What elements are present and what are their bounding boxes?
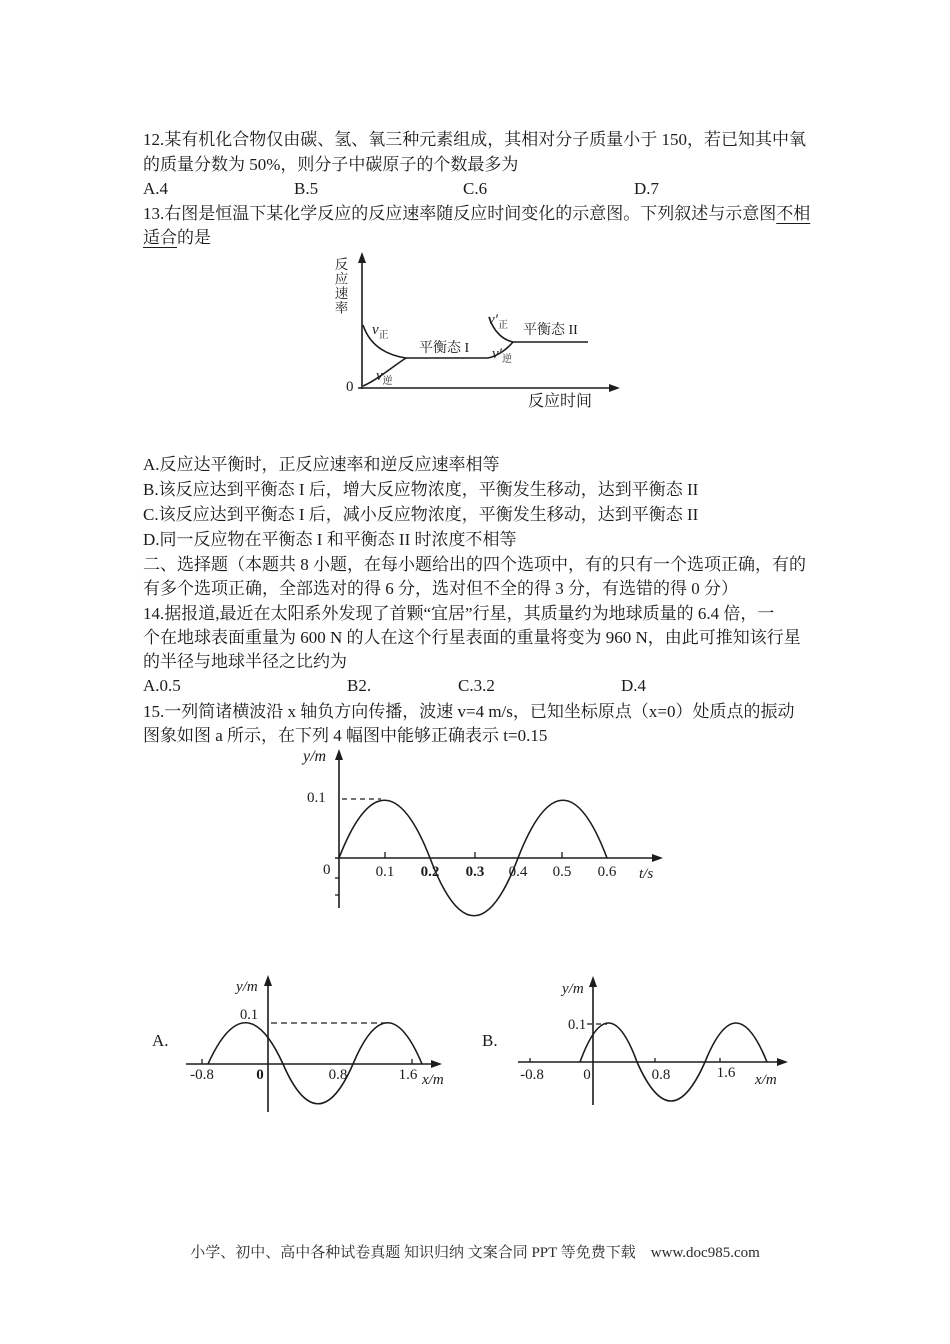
q14-option-d: D.4 [621, 676, 647, 695]
q13-option-c: C.该反应达到平衡态 I 后，减小反应物浓度，平衡发生移动，达到平衡态 II [143, 505, 699, 524]
figure-a-x-label: t/s [639, 866, 654, 882]
q13-underlined-1: 不相 [776, 204, 811, 223]
q13-underlined-2: 适合 [143, 228, 177, 247]
v-reverse-symbol: v [376, 368, 383, 384]
q13-line-2 [143, 226, 211, 250]
section2-line-2: 有多个选项正确，全部选对的得 6 分，选对但不全的得 3 分，有选错的得 0 分） [143, 579, 738, 598]
v-reverse-subscript: 逆 [382, 376, 393, 387]
option-graph-a [150, 975, 460, 1120]
graph-a-xtick-neg-0-8: -0.8 [190, 1067, 214, 1083]
equilibrium-1-label: 平衡态 I [419, 341, 470, 356]
graph-a-xtick-0-8: 0.8 [328, 1067, 348, 1083]
equilibrium-2-label: 平衡态 II [523, 323, 578, 338]
y-axis-arrow [358, 252, 366, 263]
rate-y-axis-label: 反应速率 [332, 257, 348, 315]
option-graph-b-svg [480, 975, 790, 1120]
figure-a-xtick-0-6: 0.6 [597, 864, 617, 880]
graph-a-xtick-0: 0 [256, 1067, 264, 1083]
q12-line-1: 12.某有机化合物仅由碳、氢、氧三种元素组成，其相对分子质量小于 150，若已知其中氧 [143, 130, 806, 149]
q13-option-b: B.该反应达到平衡态 I 后，增大反应物浓度，平衡发生移动，达到平衡态 II [143, 480, 699, 499]
v-forward-2-symbol: v′ [488, 312, 498, 328]
v-forward-label [372, 322, 389, 342]
v-forward-symbol: v [372, 322, 379, 338]
v-reverse-2-symbol: v′ [492, 346, 502, 362]
graph-b-xtick-neg-0-8: -0.8 [520, 1067, 544, 1083]
rate-origin-label: 0 [346, 379, 354, 395]
q12-option-c: C.6 [463, 179, 488, 198]
y-axis-arrow [335, 749, 343, 760]
figure-a [295, 748, 685, 938]
figure-a-xtick-0-5: 0.5 [552, 864, 572, 880]
v-forward-subscript: 正 [378, 330, 389, 341]
q12-option-d: D.7 [634, 179, 660, 198]
q13-line-1 [143, 202, 810, 226]
q13-figure [320, 250, 640, 415]
q14-line-1: 14.据报道,最近在太阳系外发现了首颗“宜居”行星，其质量约为地球质量的 6.4 倍，一 [143, 604, 775, 623]
figure-a-xtick-0-4: 0.4 [508, 864, 528, 880]
q12-options [143, 179, 843, 203]
v-forward-2-label [488, 312, 508, 332]
q13-option-a: A.反应达平衡时，正反应速率和逆反应速率相等 [143, 455, 500, 474]
graph-a-ytick-label: 0.1 [240, 1007, 259, 1023]
figure-a-ytick-label: 0.1 [307, 790, 326, 806]
q12-line-2: 的质量分数为 50%，则分子中碳原子的个数最多为 [143, 155, 519, 174]
q14-line-3: 的半径与地球半径之比约为 [143, 652, 347, 671]
rate-x-axis-label: 反应时间 [528, 393, 593, 410]
option-b-label: B. [482, 1031, 498, 1050]
x-axis-arrow [777, 1058, 788, 1066]
q14-line-2: 个在地球表面重量为 600 N 的人在这个行星表面的重量将变为 960 N，由此可推知该行星 [143, 628, 801, 647]
x-axis-arrow [609, 384, 620, 392]
x-axis-arrow [652, 854, 663, 862]
q15-line-2: 图象如图 a 所示，在下列 4 幅图中能够正确表示 t=0.15 [143, 726, 548, 745]
q14-option-a: A.0.5 [143, 676, 181, 695]
q15-line-1: 15.一列简诸横波沿 x 轴负方向传播，波速 v=4 m/s，已知坐标原点（x=0）处质点的振动 [143, 702, 795, 721]
q14-options [143, 676, 843, 700]
q12-option-a: A.4 [143, 179, 169, 198]
option-graph-a-svg [150, 975, 460, 1120]
v-reverse-2-label [492, 346, 512, 366]
figure-a-origin-label: 0 [323, 862, 331, 878]
graph-b-y-label: y/m [562, 981, 584, 997]
q13-option-d: D.同一反应物在平衡态 I 和平衡态 II 时浓度不相等 [143, 530, 517, 549]
figure-a-svg [295, 748, 685, 938]
graph-a-x-label: x/m [422, 1072, 444, 1088]
graph-b-ytick-label: 0.1 [568, 1017, 587, 1033]
figure-a-xtick-0-3: 0.3 [465, 864, 485, 880]
section2-line-1: 二、选择题（本题共 8 小题，在每小题给出的四个选项中，有的只有一个选项正确，有的 [143, 555, 806, 574]
graph-b-x-label: x/m [755, 1072, 777, 1088]
q12-option-b: B.5 [294, 179, 319, 198]
q14-option-b: B2. [347, 676, 372, 695]
figure-a-y-label: y/m [303, 748, 327, 765]
graph-a-y-label: y/m [236, 979, 258, 995]
figure-a-xtick-0-1: 0.1 [375, 864, 395, 880]
figure-a-xtick-0-2: 0.2 [420, 864, 440, 880]
v-forward-2-subscript: 正 [497, 320, 508, 331]
graph-b-xtick-0-8: 0.8 [651, 1067, 671, 1083]
x-axis-arrow [431, 1060, 442, 1068]
graph-b-xtick-1-6: 1.6 [716, 1065, 736, 1081]
v-reverse-label [376, 368, 393, 388]
y-axis-arrow [589, 976, 597, 987]
graph-b-xtick-0: 0 [583, 1067, 591, 1083]
option-a-label: A. [152, 1031, 169, 1050]
footer-text: 小学、初中、高中各种试卷真题 知识归纳 文案合同 PPT 等免费下载 www.doc985.com [190, 1245, 760, 1261]
option-graph-b [480, 975, 790, 1120]
y-axis-arrow [264, 975, 272, 986]
graph-a-xtick-1-6: 1.6 [398, 1067, 418, 1083]
v-reverse-2-subscript: 逆 [501, 354, 512, 365]
q14-option-c: C.3.2 [458, 676, 495, 695]
rate-diagram-svg [320, 250, 640, 415]
q13-line-1-text: 13.右图是恒温下某化学反应的反应速率随反应时间变化的示意图。下列叙述与示意图 [143, 204, 777, 223]
q13-line-2-text: 的是 [177, 228, 211, 247]
